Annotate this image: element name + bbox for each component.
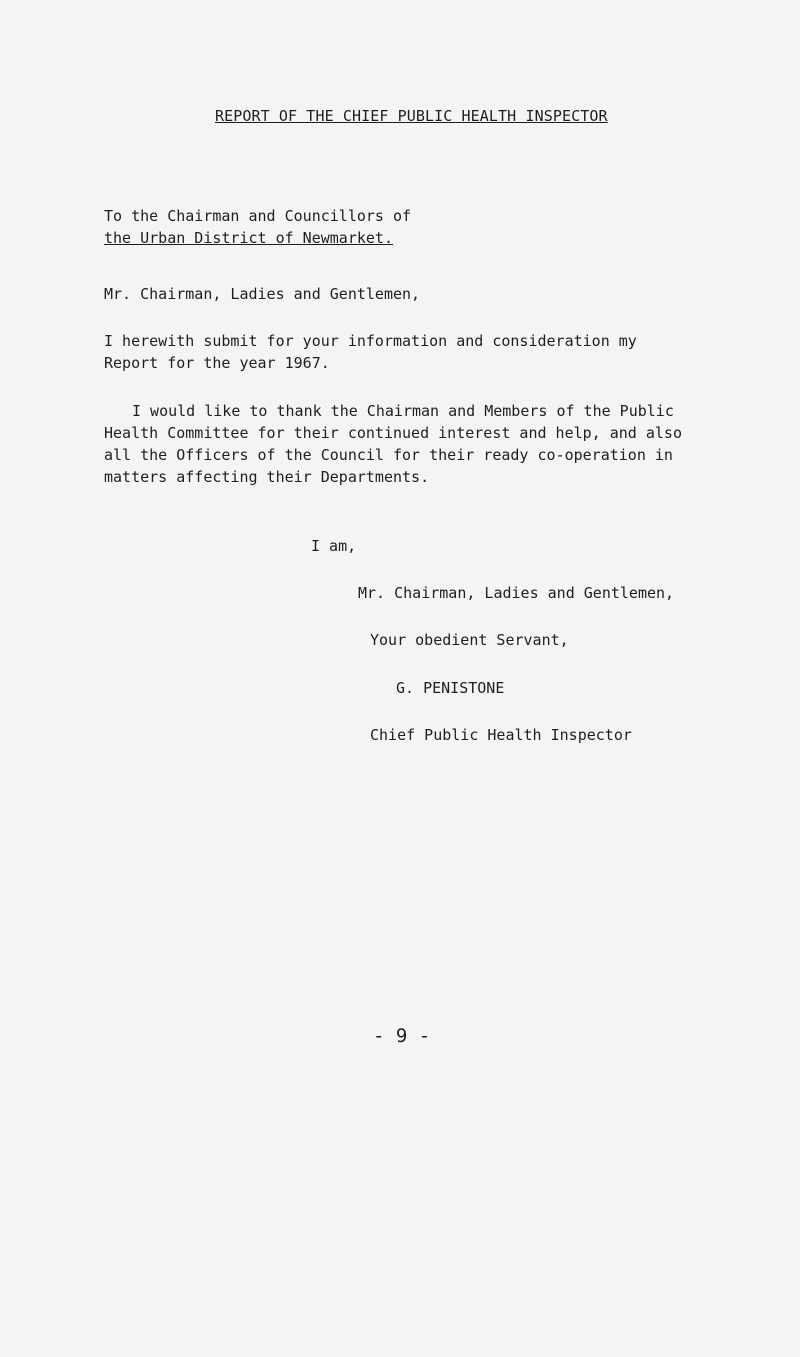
paragraph-1-line-1: I herewith submit for your information and consideration my [104, 332, 637, 350]
paragraph-2-line-4: matters affecting their Departments. [104, 468, 430, 486]
paragraph-2-line-3: all the Officers of the Council for their ready co-operation in [104, 446, 673, 464]
paragraph-2-line-1: I would like to thank the Chairman and Members of the Public [132, 402, 674, 420]
address-line-2: the Urban District of Newmarket. [104, 229, 393, 247]
paragraph-2-line-2: Health Committee for their continued interest and help, and also [104, 424, 682, 442]
report-title: REPORT OF THE CHIEF PUBLIC HEALTH INSPECTOR [215, 107, 608, 125]
closing-line-3: Your obedient Servant, [370, 631, 569, 649]
page-number: - 9 - [373, 1025, 431, 1047]
closing-line-1: I am, [311, 537, 357, 555]
signatory-position: Chief Public Health Inspector [370, 726, 632, 744]
closing-line-2: Mr. Chairman, Ladies and Gentlemen, [358, 584, 675, 602]
address-line-1: To the Chairman and Councillors of [104, 207, 412, 225]
signatory-name: G. PENISTONE [396, 679, 505, 697]
paragraph-1-line-2: Report for the year 1967. [104, 354, 330, 372]
salutation: Mr. Chairman, Ladies and Gentlemen, [104, 285, 421, 303]
